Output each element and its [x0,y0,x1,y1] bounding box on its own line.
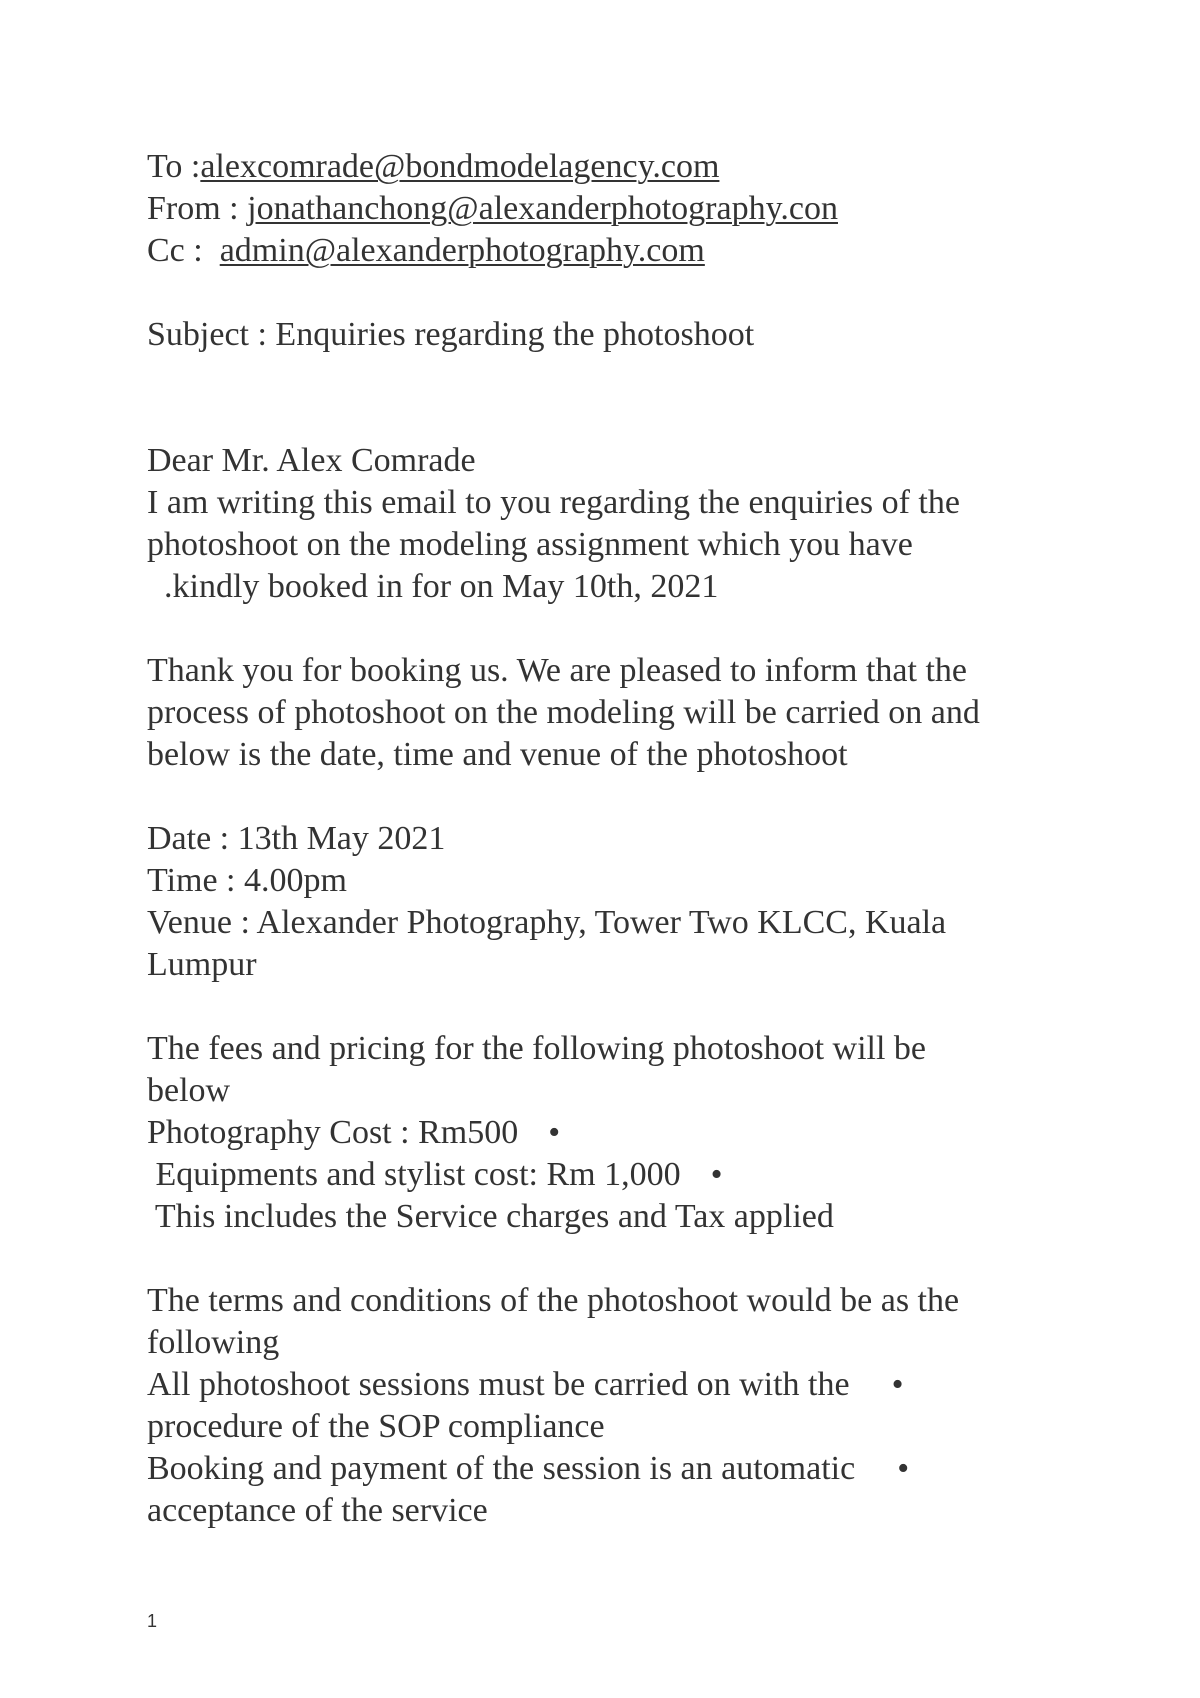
fees-intro-line: The fees and pricing for the following photoshoot will be [147,1030,926,1067]
term-item [147,1448,1097,1490]
intro-line: .kindly booked in for on May 10th, 2021 [147,568,719,605]
fee-item [147,1154,1097,1196]
term-item [147,1364,1097,1406]
terms-intro-line: following [147,1324,280,1361]
time-line: Time : 4.00pm [147,862,347,899]
term-item-continuation: acceptance of the service [147,1492,488,1529]
fee-item [147,1112,1097,1154]
cc-email-link[interactable]: admin@alexanderphotography.com [219,232,705,269]
from-line [147,188,1097,230]
salutation: Dear Mr. Alex Comrade [147,442,476,479]
to-line [147,146,1097,188]
fee-item-text: Equipments and stylist cost: Rm 1,000 [147,1156,681,1193]
bullet-icon: • [710,1156,723,1193]
thanks-line: Thank you for booking us. We are pleased to inform that the [147,652,967,689]
from-email-link[interactable]: jonathanchong@alexanderphotography.con [247,190,838,227]
thanks-line: below is the date, time and venue of the photoshoot [147,736,848,773]
term-item-text: Booking and payment of the session is an automatic [147,1450,856,1487]
page-number: 1 [147,1611,158,1631]
fee-item-text: Photography Cost : Rm500 [147,1114,519,1151]
subject-line: Subject : Enquiries regarding the photoshoot [147,316,755,353]
term-item-text: All photoshoot sessions must be carried on with the [147,1366,850,1403]
bullet-icon: • [548,1114,561,1151]
fees-intro-line: below [147,1072,231,1109]
cc-label: Cc : [147,232,220,269]
email-body [147,146,1097,1532]
bullet-icon: • [897,1450,910,1487]
intro-line: I am writing this email to you regarding the enquiries of the [147,484,960,521]
date-line: Date : 13th May 2021 [147,820,446,857]
from-label: From : [147,190,248,227]
intro-line: photoshoot on the modeling assignment which you have [147,526,913,563]
to-email-link[interactable]: alexcomrade@bondmodelagency.com [200,148,720,185]
to-label: To : [147,148,201,185]
fee-note: This includes the Service charges and Tax applied [147,1198,834,1235]
venue-line: Lumpur [147,946,257,983]
term-item-continuation: procedure of the SOP compliance [147,1408,605,1445]
terms-intro-line: The terms and conditions of the photoshoot would be as the [147,1282,960,1319]
thanks-line: process of photoshoot on the modeling will be carried on and [147,694,980,731]
cc-line [147,230,1097,272]
bullet-icon: • [891,1366,904,1403]
venue-line: Venue : Alexander Photography, Tower Two KLCC, Kuala [147,904,947,941]
